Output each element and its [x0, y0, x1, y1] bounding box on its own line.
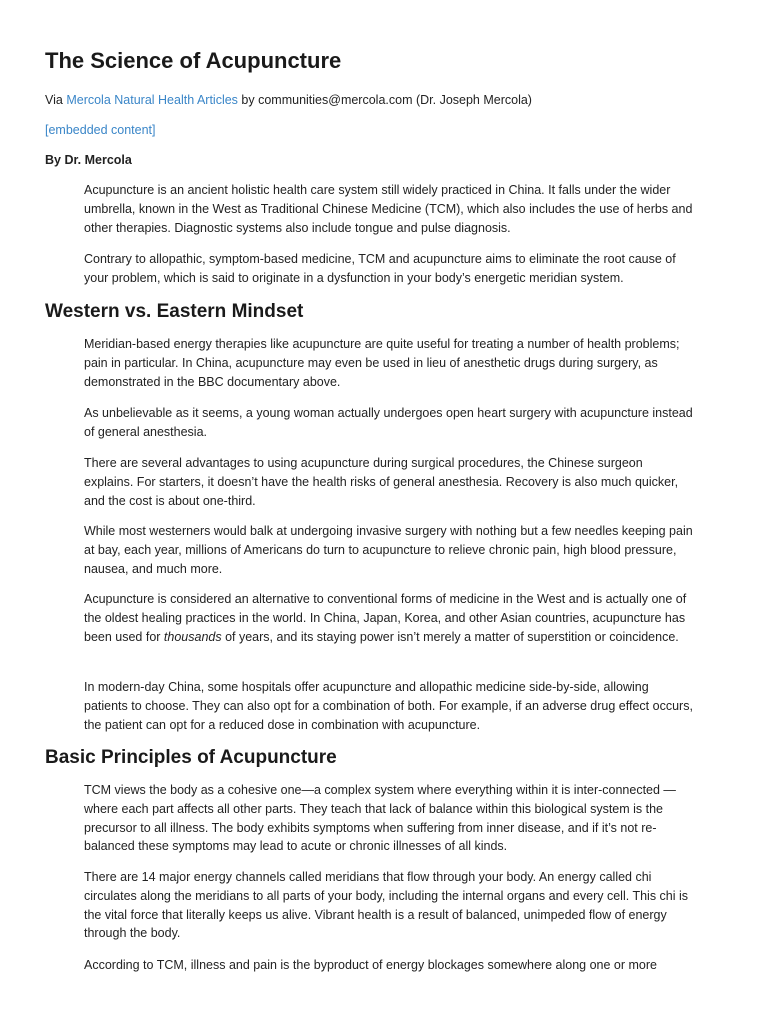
via-author: by communities@mercola.com (Dr. Joseph Mercola) — [241, 93, 532, 107]
section1-paragraph-4: While most westerners would balk at undergoing invasive surgery with nothing but a few needles keeping pain at bay, each year, millions of Americans do turn to acupuncture to relieve chronic pain, high blood pressure, nausea, and much more. — [84, 524, 693, 576]
section2-paragraph-3: According to TCM, illness and pain is the byproduct of energy blockages somewhere along one or more — [84, 958, 657, 972]
section2-paragraph-1: TCM views the body as a cohesive one—a complex system where everything within it is inter-connected —where each part affects all other parts. They teach that lack of balance within this biological system is the precursor to all illness. The body exhibits symptoms when suffering from inner disease, and if it’s not re-balanced these symptoms may lead to acute or chronic illnesses of all kinds. — [84, 783, 676, 854]
section-heading-basic-principles: Basic Principles of Acupuncture — [45, 747, 337, 768]
p5-text-b: of years, and its staying power isn’t merely a matter of superstition or coincidence. — [221, 629, 679, 644]
section1-paragraph-1: Meridian-based energy therapies like acupuncture are quite useful for treating a number of health problems; pain in particular. In China, acupuncture may even be used in lieu of anesthetic drugs during surgery, as demonstrated in the BBC documentary above. — [84, 337, 680, 389]
embedded-content-link[interactable]: [embedded content] — [45, 123, 156, 137]
source-line — [45, 93, 532, 107]
via-prefix: Via — [45, 93, 63, 107]
section1-paragraph-6: In modern-day China, some hospitals offer acupuncture and allopathic medicine side-by-side, allowing patients to choose. They can also opt for a combination of both. For example, if an adverse drug effect occurs, the patient can opt for a reduced dose in combination with acupuncture. — [84, 680, 693, 732]
section-heading-western-eastern: Western vs. Eastern Mindset — [45, 301, 304, 322]
section2-paragraph-2: There are 14 major energy channels called meridians that flow through your body. An energy called chi circulates along the meridians to all parts of your body, including the internal organs and every cell. This chi is the vital force that literally keeps us alive. Vibrant health is a result of balanced, unimpeded flow of energy through the body. — [84, 870, 689, 941]
p5-emphasis: thousands — [163, 629, 222, 644]
article-title: The Science of Acupuncture — [45, 48, 342, 73]
source-link[interactable]: Mercola Natural Health Articles — [66, 93, 238, 107]
intro-paragraph-1: Acupuncture is an ancient holistic health care system still widely practiced in China. It falls under the wider umbrella, known in the West as Traditional Chinese Medicine (TCM), which also includes the use of herbs and other therapies. Diagnostic systems also include tongue and pulse diagnosis. — [84, 183, 693, 235]
byline: By Dr. Mercola — [45, 153, 132, 167]
section1-paragraph-2: As unbelievable as it seems, a young woman actually undergoes open heart surgery with acupuncture instead of general anesthesia. — [84, 406, 693, 439]
section1-paragraph-3: There are several advantages to using acupuncture during surgical procedures, the Chinese surgeon explains. For starters, it doesn’t have the health risks of general anesthesia. Recovery is also much quicker, and the cost is about one-third. — [84, 456, 679, 508]
p5-text-a: Acupuncture is considered an alternative to conventional forms of medicine in the West and is actually one of the oldest healing practices in the world. In China, Japan, Korea, and other Asian countries, acupuncture has been used for — [84, 592, 687, 644]
intro-paragraph-2: Contrary to allopathic, symptom-based medicine, TCM and acupuncture aims to eliminate the root cause of your problem, which is said to originate in a dysfunction in your body’s energetic meridian system. — [84, 252, 676, 285]
section1-paragraph-5 — [84, 590, 694, 646]
